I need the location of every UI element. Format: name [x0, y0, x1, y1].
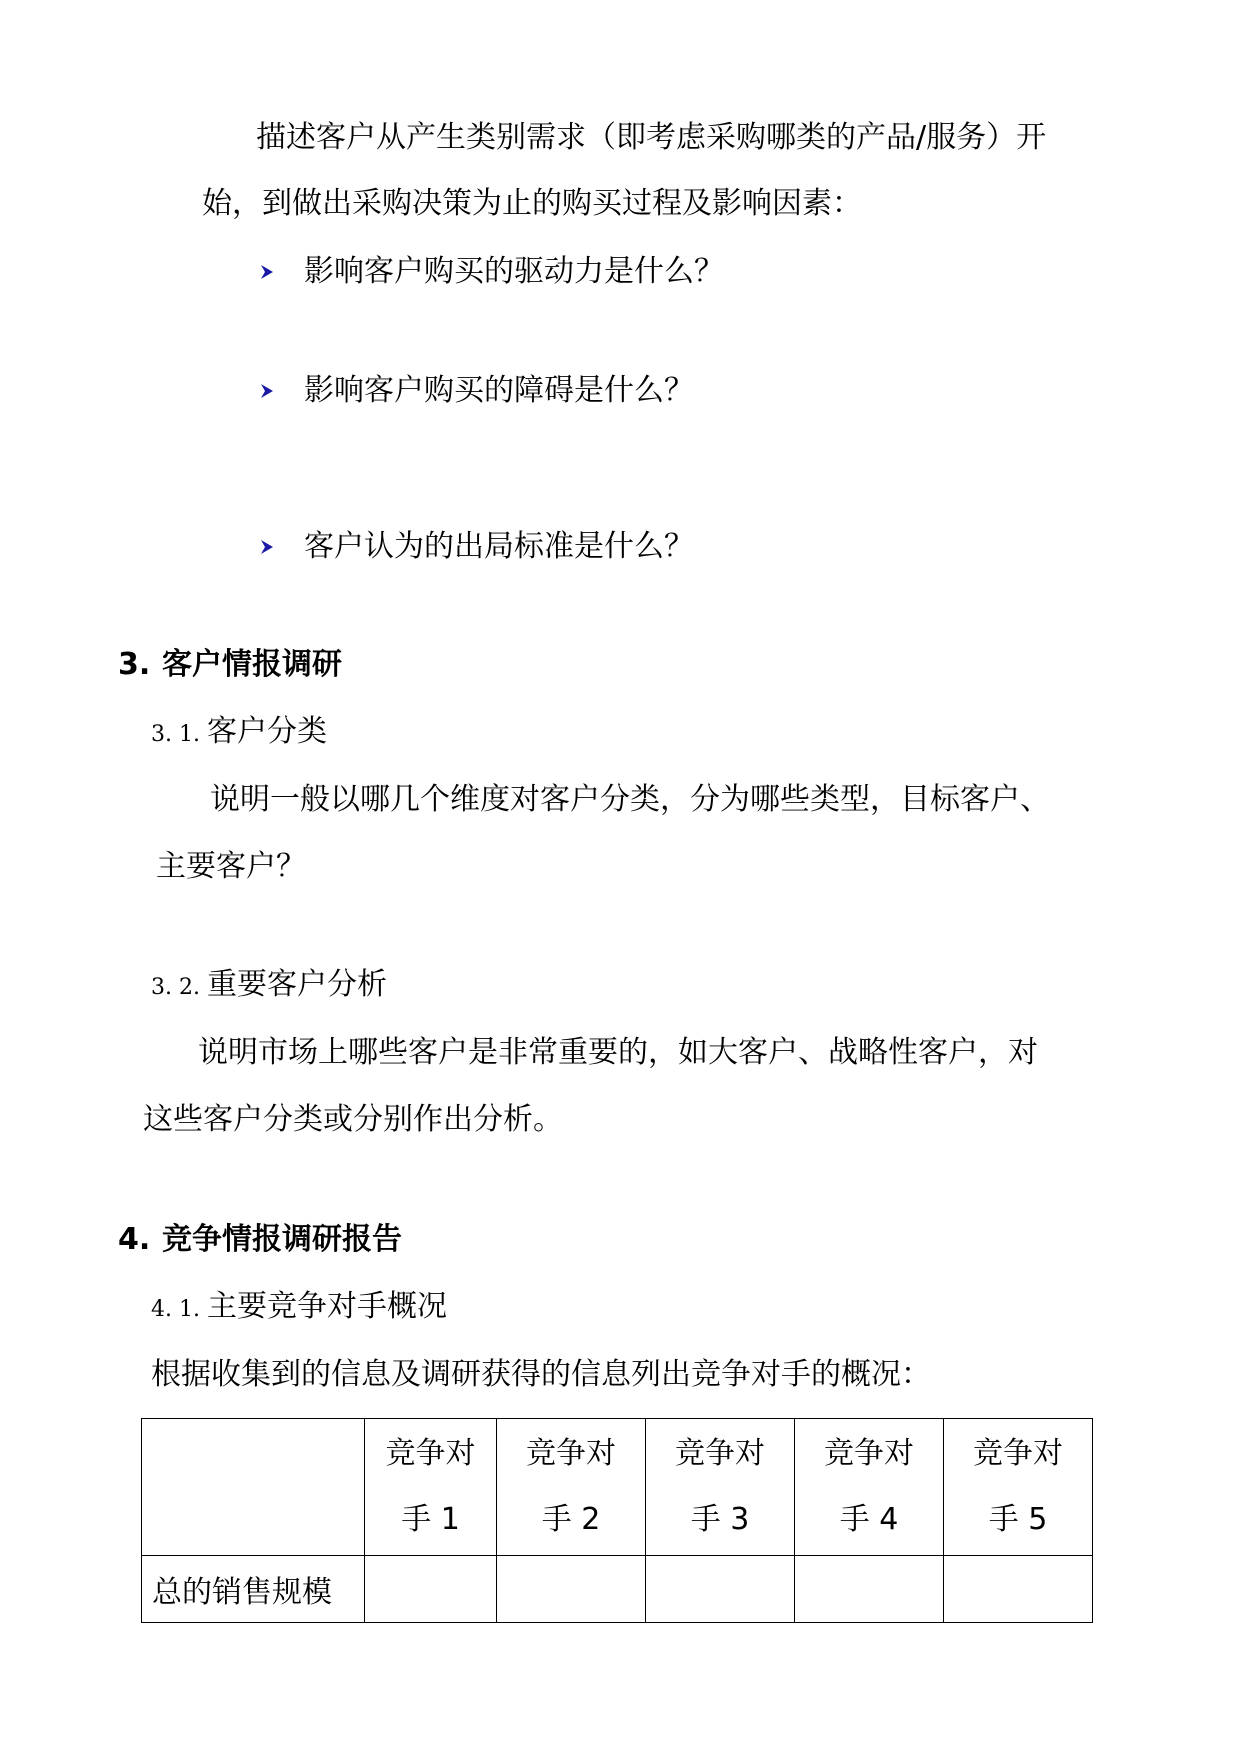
- arrow-bullet-icon: [260, 264, 274, 280]
- arrow-bullet-icon: [260, 383, 274, 399]
- subsection-title: 主要竞争对手概况: [207, 1289, 447, 1324]
- body-line: 主要客户？: [156, 849, 306, 884]
- competitor-table: [141, 1418, 1093, 1623]
- section-title: 客户情报调研: [162, 647, 342, 682]
- section-title: 竞争情报调研报告: [162, 1222, 402, 1257]
- table-row-label: 总的销售规模: [142, 1556, 365, 1623]
- subsection-heading: [151, 1287, 447, 1330]
- subsection-number: 3. 2.: [151, 975, 200, 1000]
- body-line: 这些客户分类或分别作出分析。: [143, 1102, 563, 1137]
- body-line: 根据收集到的信息及调研获得的信息列出竞争对手的概况：: [151, 1357, 931, 1392]
- bullet-text: 影响客户购买的障碍是什么？: [304, 373, 694, 408]
- section-number: 3.: [118, 647, 151, 682]
- table-corner-cell: [142, 1419, 365, 1556]
- subsection-heading: [151, 965, 387, 1008]
- table-header-cell: 竞争对 手 1: [365, 1419, 497, 1556]
- subsection-number: 4. 1.: [151, 1297, 200, 1322]
- intro-line-1: 描述客户从产生类别需求（即考虑采购哪类的产品/服务）开: [256, 120, 1047, 155]
- arrow-bullet-icon: [260, 539, 274, 555]
- body-line: 说明市场上哪些客户是非常重要的，如大客户、战略性客户，对: [198, 1035, 1038, 1070]
- bullet-text: 客户认为的出局标准是什么？: [304, 529, 694, 564]
- body-line: 说明一般以哪几个维度对客户分类，分为哪些类型，目标客户、: [210, 782, 1050, 817]
- table-cell: [944, 1556, 1093, 1623]
- subsection-number: 3. 1.: [151, 722, 200, 747]
- subsection-heading: [151, 712, 327, 755]
- bullet-text: 影响客户购买的驱动力是什么？: [304, 254, 724, 289]
- table-header-cell: 竞争对 手 3: [646, 1419, 795, 1556]
- intro-line-2: 始，到做出采购决策为止的购买过程及影响因素：: [202, 186, 862, 221]
- table-header-cell: 竞争对 手 2: [497, 1419, 646, 1556]
- section-heading: [118, 1220, 402, 1260]
- table-header-cell: 竞争对 手 4: [795, 1419, 944, 1556]
- table-header-cell: 竞争对 手 5: [944, 1419, 1093, 1556]
- table-cell: [497, 1556, 646, 1623]
- table-cell: [365, 1556, 497, 1623]
- table-header-row: [142, 1419, 1093, 1556]
- table-cell: [646, 1556, 795, 1623]
- section-heading: [118, 645, 342, 685]
- subsection-title: 重要客户分析: [207, 967, 387, 1002]
- section-number: 4.: [118, 1222, 151, 1257]
- subsection-title: 客户分类: [207, 714, 327, 749]
- table-cell: [795, 1556, 944, 1623]
- table-row: [142, 1556, 1093, 1623]
